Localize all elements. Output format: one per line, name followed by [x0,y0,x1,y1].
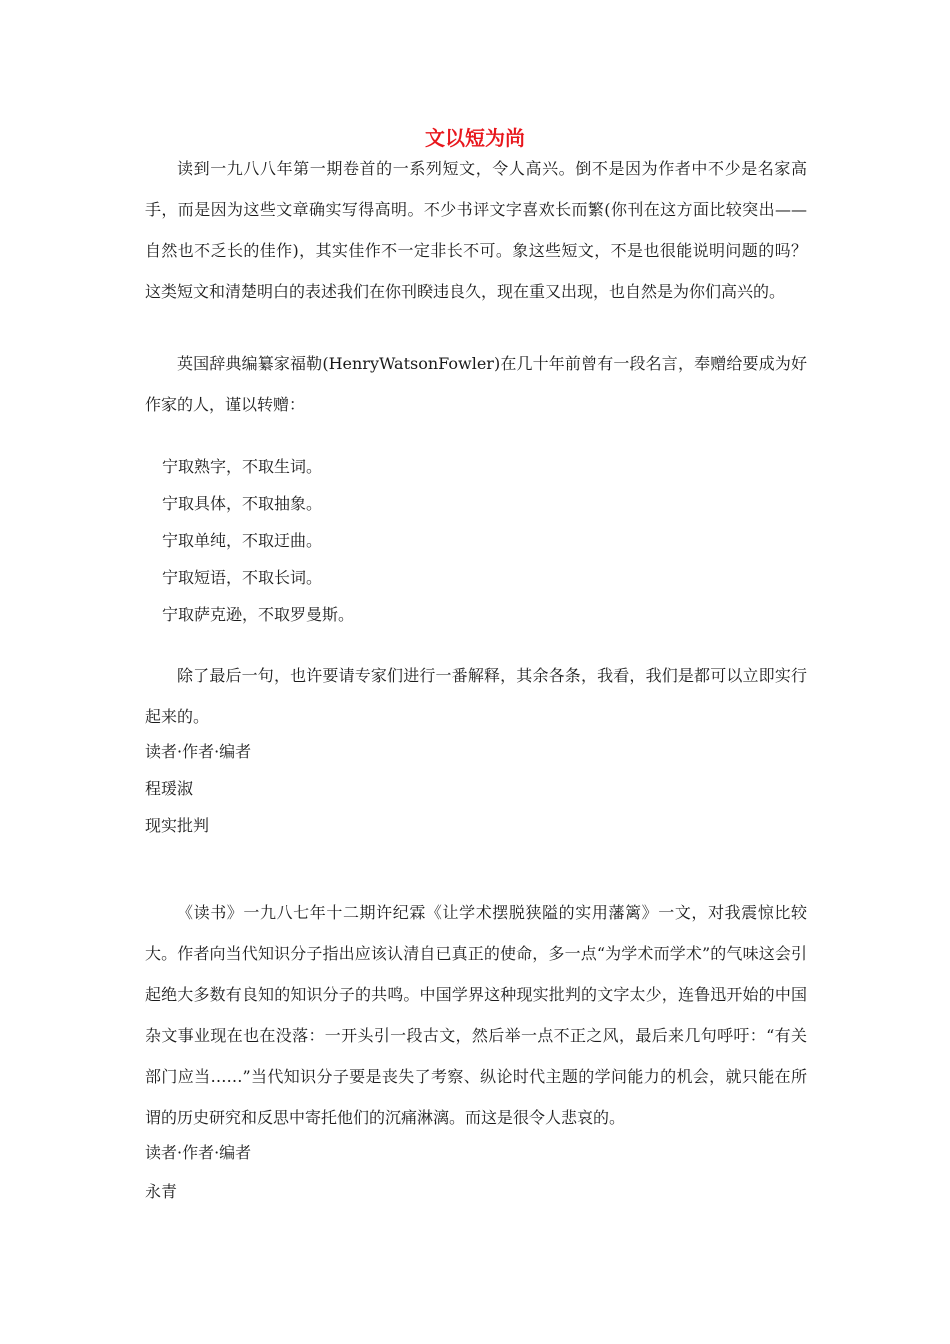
article-title: 文以短为尚 [425,126,525,150]
maxim-item: 宁取单纯，不取迂曲。 [162,531,323,550]
article2-heading: 现实批判 [145,816,210,835]
article1-paragraph-1: 读到一九八八年第一期卷首的一系列短文，令人高兴。倒不是因为作者中不少是名家高手，而是因为这些文章确实写得高明。不少书评文字喜欢长而繁(你刊在这方面比较突出——自然也不乏长的佳作)，其实佳作不一定非长不可。象这些短文，不是也很能说明问题的吗？这类短文和清楚明白的表述我们在你刊睽违良久，现在重又出现，也自然是为你们高兴的。 [145,159,807,301]
article2-author: 永青 [145,1182,178,1201]
maxim-item: 宁取短语，不取长词。 [162,568,323,587]
fowler-maxims-list [162,448,354,633]
maxim-item: 宁取具体，不取抽象。 [162,494,323,513]
article1-paragraph-3: 除了最后一句，也许要请专家们进行一番解释，其余各条，我看，我们是都可以立即实行起来的。 [145,666,807,726]
maxim-item: 宁取熟字，不取生词。 [162,457,323,476]
article1-author: 程瑗淑 [145,779,194,798]
maxim-item: 宁取萨克逊，不取罗曼斯。 [162,605,355,624]
article1-column-name: 读者·作者·编者 [145,742,252,761]
article2-column-name: 读者·作者·编者 [145,1143,252,1162]
article1-paragraph-2: 英国辞典编纂家福勒(HenryWatsonFowler)在几十年前曾有一段名言，奉赠给要成为好作家的人，谨以转赠： [145,354,807,414]
article2-paragraph-1: 《读书》一九八七年十二期许纪霖《让学术摆脱狭隘的实用藩篱》一文，对我震惊比较大。作者向当代知识分子指出应该认清自已真正的使命，多一点“为学术而学术”的气味这会引起绝大多数有良知的知识分子的共鸣。中国学界这种现实批判的文字太少，连鲁迅开始的中国杂文事业现在也在没落：一开头引一段古文，然后举一点不正之风，最后来几句呼吁：“有关部门应当……”当代知识分子要是丧失了考察、纵论时代主题的学问能力的机会，就只能在所谓的历史研究和反思中寄托他们的沉痛淋漓。而这是很令人悲哀的。 [145,903,807,1127]
